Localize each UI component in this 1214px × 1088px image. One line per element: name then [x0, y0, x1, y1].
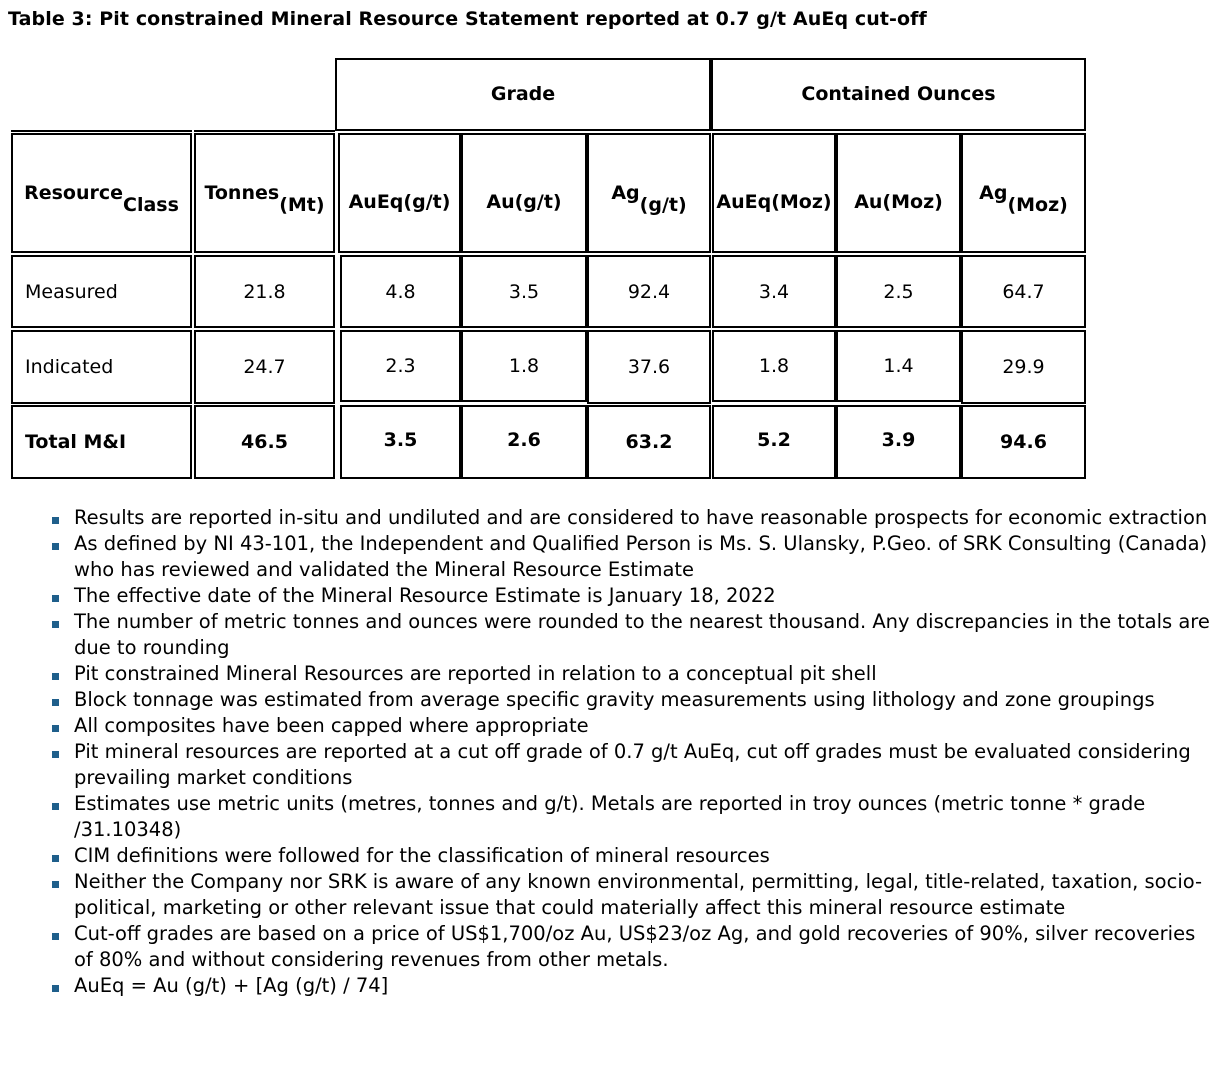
cell-aueq-moz: 3.4: [712, 255, 836, 328]
column-header-ag-moz: [961, 133, 1086, 253]
note-text: The number of metric tonnes and ounces were rounded to the nearest thousand. Any discrepancies in the totals are due to rounding: [74, 610, 1210, 659]
column-header-line2: (Mt): [279, 193, 325, 216]
note-text: Pit constrained Mineral Resources are reported in relation to a conceptual pit shell: [74, 662, 877, 685]
column-header-line2: (g/t): [403, 191, 451, 214]
note-text: Cut-off grades are based on a price of US$1,700/oz Au, US$23/oz Ag, and gold recoveries of 90%, silver recoveries of 80% and without considering revenues from other metals.: [74, 922, 1196, 971]
column-header-aueq-moz: [712, 133, 836, 253]
square-bullet-icon: [52, 699, 59, 706]
cell-ag-gt: 63.2: [587, 405, 711, 479]
square-bullet-icon: [52, 881, 59, 888]
cell-resource-class: Indicated: [11, 330, 192, 404]
cell-ag-moz: 94.6: [961, 405, 1086, 479]
cell-aueq-gt: 4.8: [340, 255, 461, 328]
list-item: [52, 869, 1212, 921]
cell-au-gt: 3.5: [461, 255, 587, 328]
column-header-line2: Class: [123, 193, 179, 216]
note-text: Estimates use metric units (metres, tonnes and g/t). Metals are reported in troy ounces (metric tonne * grade /31.10348): [74, 792, 1146, 841]
square-bullet-icon: [52, 803, 59, 810]
square-bullet-icon: [52, 673, 59, 680]
cell-aueq-gt: 3.5: [340, 405, 461, 479]
column-header-line2: (Moz): [882, 191, 943, 214]
column-header-line2: (Moz): [771, 191, 832, 214]
column-header-line2: (Moz): [1007, 193, 1068, 216]
column-header-line1: Resource: [24, 181, 124, 204]
square-bullet-icon: [52, 517, 59, 524]
column-header-au-moz: [836, 133, 961, 253]
cell-au-moz: 3.9: [836, 405, 961, 479]
column-header-line1: AuEq: [716, 191, 772, 214]
note-text: All composites have been capped where appropriate: [74, 714, 589, 737]
list-item: [52, 661, 1212, 687]
column-header-line1: Au: [486, 191, 515, 214]
cell-aueq-gt: 2.3: [340, 330, 461, 402]
column-header-line1: Au: [854, 191, 883, 214]
cell-au-gt: 2.6: [461, 405, 587, 479]
note-text: Block tonnage was estimated from average specific gravity measurements using lithology and zone groupings: [74, 688, 1155, 711]
square-bullet-icon: [52, 595, 59, 602]
list-item: [52, 583, 1212, 609]
note-text: Neither the Company nor SRK is aware of any known environmental, permitting, legal, title-related, taxation, socio-political, marketing or other relevant issue that could materially affect this mineral resource estimate: [74, 870, 1203, 919]
column-header-aueq-gt: [338, 133, 461, 253]
header-spacer: [11, 58, 192, 132]
note-text: CIM definitions were followed for the classification of mineral resources: [74, 844, 770, 867]
square-bullet-icon: [52, 725, 59, 732]
note-text: As defined by NI 43-101, the Independent and Qualified Person is Ms. S. Ulansky, P.Geo. of SRK Consulting (Canada) who has reviewed and validated the Mineral Resource Estimate: [74, 532, 1208, 581]
square-bullet-icon: [52, 933, 59, 940]
header-spacer: [194, 58, 335, 132]
cell-au-moz: 1.4: [836, 330, 961, 402]
cell-au-moz: 2.5: [836, 255, 961, 328]
note-text: Pit mineral resources are reported at a cut off grade of 0.7 g/t AuEq, cut off grades must be evaluated considering prevailing market conditions: [74, 740, 1191, 789]
column-header-line1: Ag: [979, 181, 1008, 204]
cell-tonnes: 21.8: [194, 255, 335, 328]
square-bullet-icon: [52, 543, 59, 550]
column-header-line2: (g/t): [514, 191, 562, 214]
note-text: The effective date of the Mineral Resource Estimate is January 18, 2022: [74, 584, 776, 607]
column-header-line2: (g/t): [639, 193, 687, 216]
column-header-tonnes: [194, 133, 335, 253]
cell-ag-gt: 37.6: [587, 330, 711, 404]
cell-ag-gt: 92.4: [587, 255, 711, 328]
column-header-line1: Tonnes: [204, 181, 280, 204]
square-bullet-icon: [52, 621, 59, 628]
cell-au-gt: 1.8: [461, 330, 587, 402]
square-bullet-icon: [52, 855, 59, 862]
cell-tonnes: 46.5: [194, 405, 335, 479]
group-header-contained-ounces: Contained Ounces: [711, 58, 1086, 131]
list-item: [52, 843, 1212, 869]
cell-tonnes: 24.7: [194, 330, 335, 404]
list-item: [52, 713, 1212, 739]
list-item: [52, 973, 1212, 999]
column-header-line1: AuEq: [348, 191, 404, 214]
cell-aueq-moz: 5.2: [712, 405, 836, 479]
list-item: [52, 921, 1212, 973]
list-item: [52, 609, 1212, 661]
list-item: [52, 739, 1212, 791]
footnotes-list: [52, 505, 1212, 999]
table-title: Table 3: Pit constrained Mineral Resource Statement reported at 0.7 g/t AuEq cut-off: [8, 8, 927, 30]
square-bullet-icon: [52, 985, 59, 992]
list-item: [52, 505, 1212, 531]
note-text: Results are reported in-situ and undiluted and are considered to have reasonable prospects for economic extraction: [74, 506, 1208, 529]
note-text: AuEq = Au (g/t) + [Ag (g/t) / 74]: [74, 974, 389, 997]
cell-ag-moz: 29.9: [961, 330, 1086, 404]
cell-aueq-moz: 1.8: [712, 330, 836, 402]
list-item: [52, 531, 1212, 583]
column-header-line1: Ag: [611, 181, 640, 204]
cell-resource-class: Total M&I: [11, 405, 192, 479]
column-header-au-gt: [461, 133, 587, 253]
cell-resource-class: Measured: [11, 255, 192, 328]
column-header-resource-class: [11, 133, 192, 253]
square-bullet-icon: [52, 751, 59, 758]
column-header-ag-gt: [587, 133, 711, 253]
list-item: [52, 687, 1212, 713]
cell-ag-moz: 64.7: [961, 255, 1086, 328]
group-header-grade: Grade: [335, 58, 711, 131]
list-item: [52, 791, 1212, 843]
